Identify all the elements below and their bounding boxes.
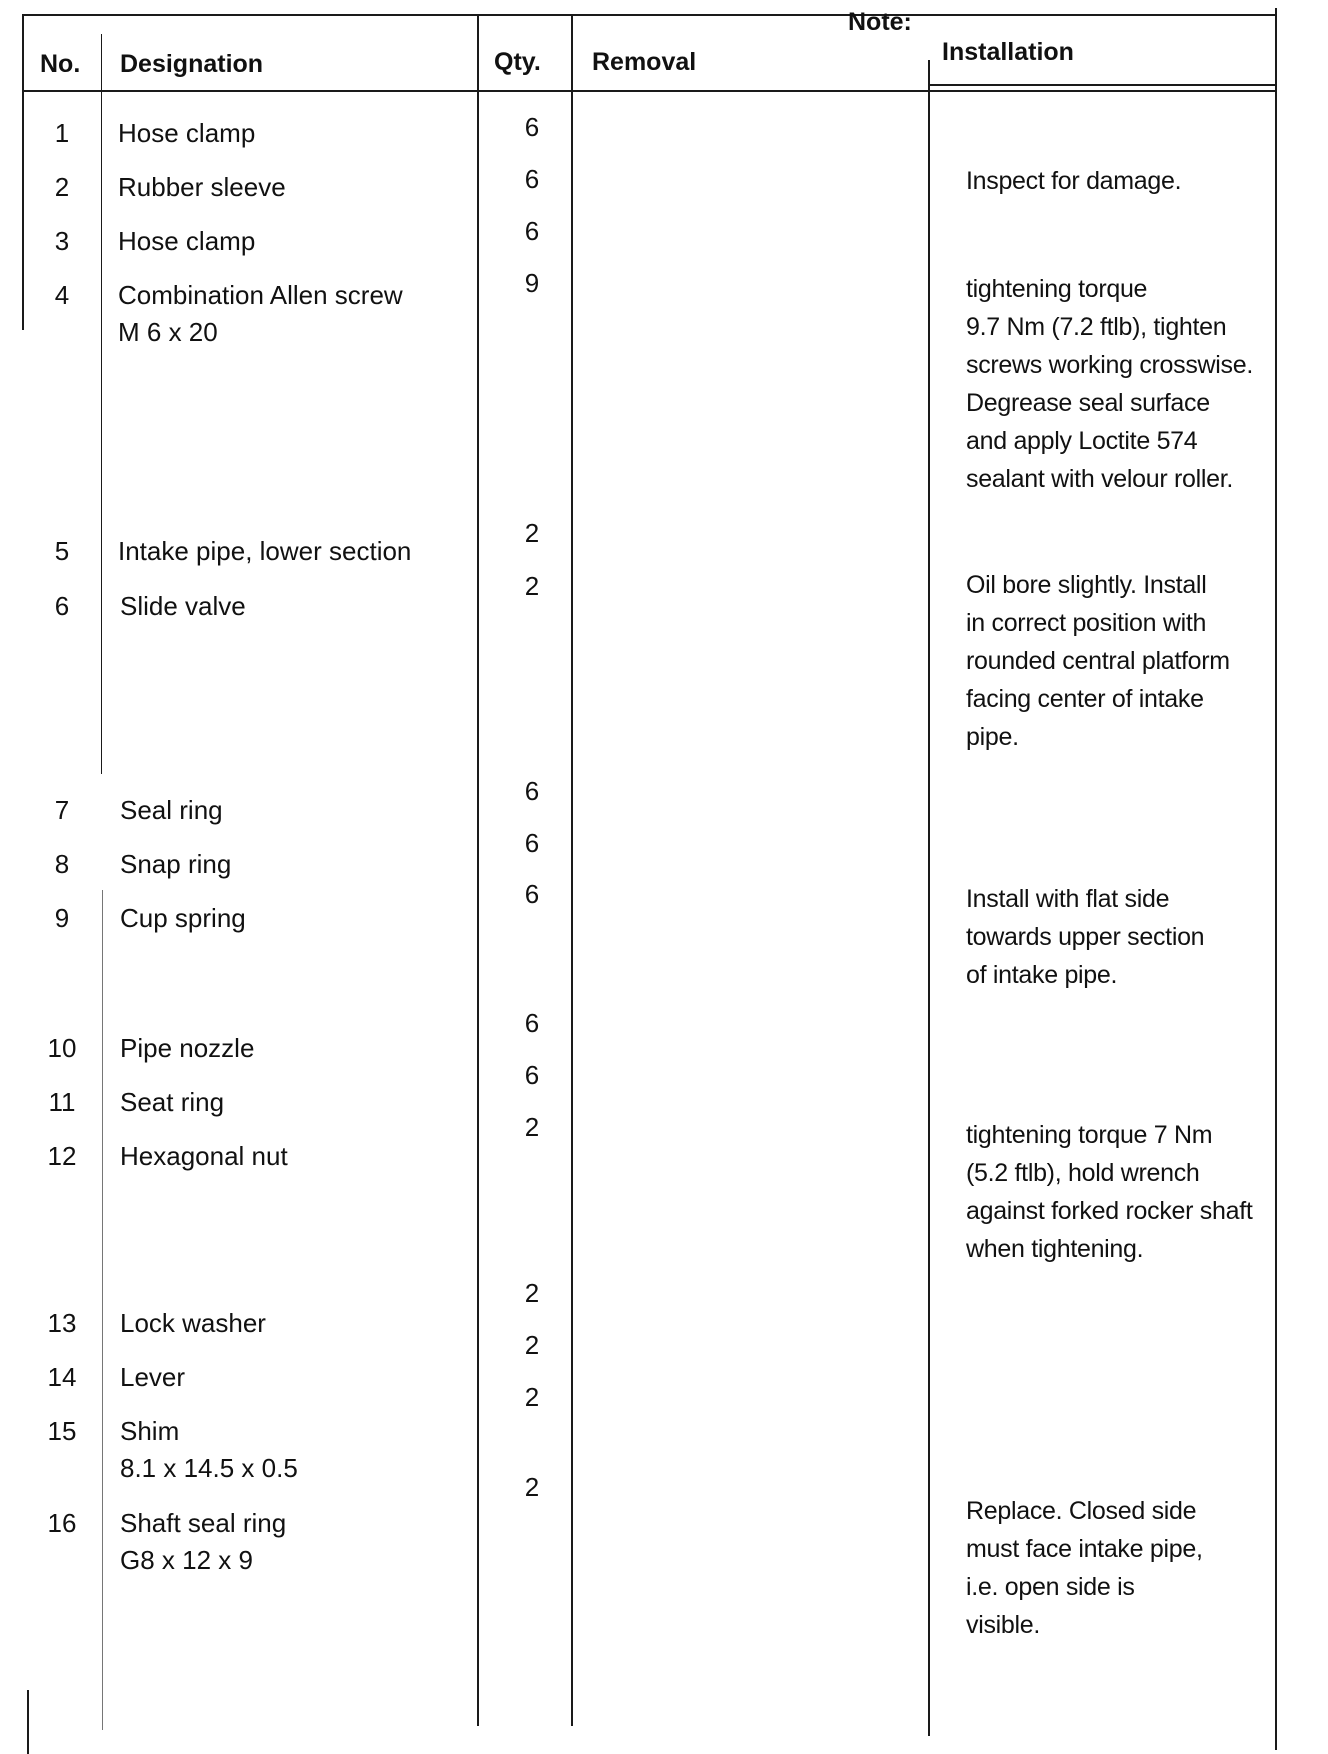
right-border [1275,8,1277,1750]
designation-text: Lock washer [120,1308,266,1338]
row-number: 3 [54,226,70,256]
row-number: 4 [54,280,70,310]
qty-value: 6 [524,164,540,194]
designation-text: Hose clamp [118,226,256,256]
row-number: 5 [54,536,70,566]
qty-value: 2 [524,1330,540,1360]
qty-value: 6 [524,112,540,142]
left-border-bottom [27,1690,29,1754]
installation-note: i.e. open side is [966,1573,1135,1601]
designation-text: Combination Allen screw [118,280,403,310]
row-number: 7 [54,795,70,825]
installation-note: facing center of intake [966,685,1204,713]
row-number: 2 [54,172,70,202]
qty-value: 2 [524,1278,540,1308]
qty-value: 2 [524,1112,540,1142]
qty-value: 6 [524,828,540,858]
designation-text: Seat ring [120,1087,225,1117]
qty-value: 2 [524,571,540,601]
row-number: 12 [47,1141,77,1171]
installation-note: pipe. [966,723,1019,751]
installation-note: (5.2 ftlb), hold wrench [966,1159,1200,1187]
col-divider-no-lower [102,890,103,1730]
installation-note: towards upper section [966,923,1205,951]
row-number: 6 [54,591,70,621]
header-installation: Installation [942,38,1074,66]
row-number: 9 [54,903,70,933]
installation-note: Degrease seal surface [966,389,1210,417]
designation-text: Hexagonal nut [120,1141,288,1171]
header-note: Note: [848,8,912,36]
col-divider-no [101,34,102,774]
row-number: 15 [47,1416,77,1446]
installation-note: Install with flat side [966,885,1170,913]
designation-text: Cup spring [120,903,246,933]
row-number: 8 [54,849,70,879]
designation-text: 8.1 x 14.5 x 0.5 [120,1453,298,1483]
designation-text: Intake pipe, lower section [118,536,412,566]
row-number: 16 [47,1508,77,1538]
row-number: 11 [48,1087,76,1117]
row-number: 10 [47,1033,77,1063]
row-number: 14 [47,1362,77,1392]
header-no: No. [40,50,81,78]
designation-text: Slide valve [120,591,246,621]
qty-value: 6 [524,1008,540,1038]
left-border-top [22,14,24,330]
qty-value: 6 [524,1060,540,1090]
header-designation: Designation [120,50,264,78]
qty-value: 2 [524,1472,540,1502]
installation-note: when tightening. [966,1235,1144,1263]
designation-text: G8 x 12 x 9 [120,1545,253,1575]
top-rule [22,14,1277,16]
installation-note: in correct position with [966,609,1207,637]
qty-value: 2 [524,518,540,548]
qty-value: 9 [524,268,540,298]
installation-note: 9.7 Nm (7.2 ftlb), tighten [966,313,1227,341]
designation-text: Rubber sleeve [118,172,286,202]
designation-text: Shaft seal ring [120,1508,287,1538]
installation-note: Inspect for damage. [966,167,1182,195]
qty-value: 6 [524,216,540,246]
designation-text: Lever [120,1362,186,1392]
header-qty: Qty. [494,48,541,76]
installation-note: tightening torque [966,275,1148,303]
installation-note: Oil bore slightly. Install [966,571,1207,599]
qty-value: 2 [524,1382,540,1412]
designation-text: Snap ring [120,849,232,879]
qty-value: 6 [524,879,540,909]
installation-header-rule [930,84,1277,86]
designation-text: M 6 x 20 [118,317,218,347]
installation-note: against forked rocker shaft [966,1197,1253,1225]
installation-note: sealant with velour roller. [966,465,1234,493]
installation-note: and apply Loctite 574 [966,427,1198,455]
installation-note: of intake pipe. [966,961,1118,989]
header-bottom-rule [22,90,1277,92]
col-divider-removal [928,60,930,1736]
installation-note: screws working crosswise. [966,351,1254,379]
designation-text: Pipe nozzle [120,1033,255,1063]
installation-note: rounded central platform [966,647,1230,675]
installation-note: must face intake pipe, [966,1535,1203,1563]
qty-value: 6 [524,776,540,806]
installation-note: tightening torque 7 Nm [966,1121,1213,1149]
installation-note: Replace. Closed side [966,1497,1197,1525]
designation-text: Seal ring [120,795,223,825]
installation-note: visible. [966,1611,1041,1639]
designation-text: Shim [120,1416,180,1446]
col-divider-qty [571,14,573,1726]
row-number: 1 [54,118,70,148]
row-number: 13 [47,1308,77,1338]
designation-text: Hose clamp [118,118,256,148]
header-removal: Removal [592,48,697,76]
col-divider-designation [477,14,479,1726]
